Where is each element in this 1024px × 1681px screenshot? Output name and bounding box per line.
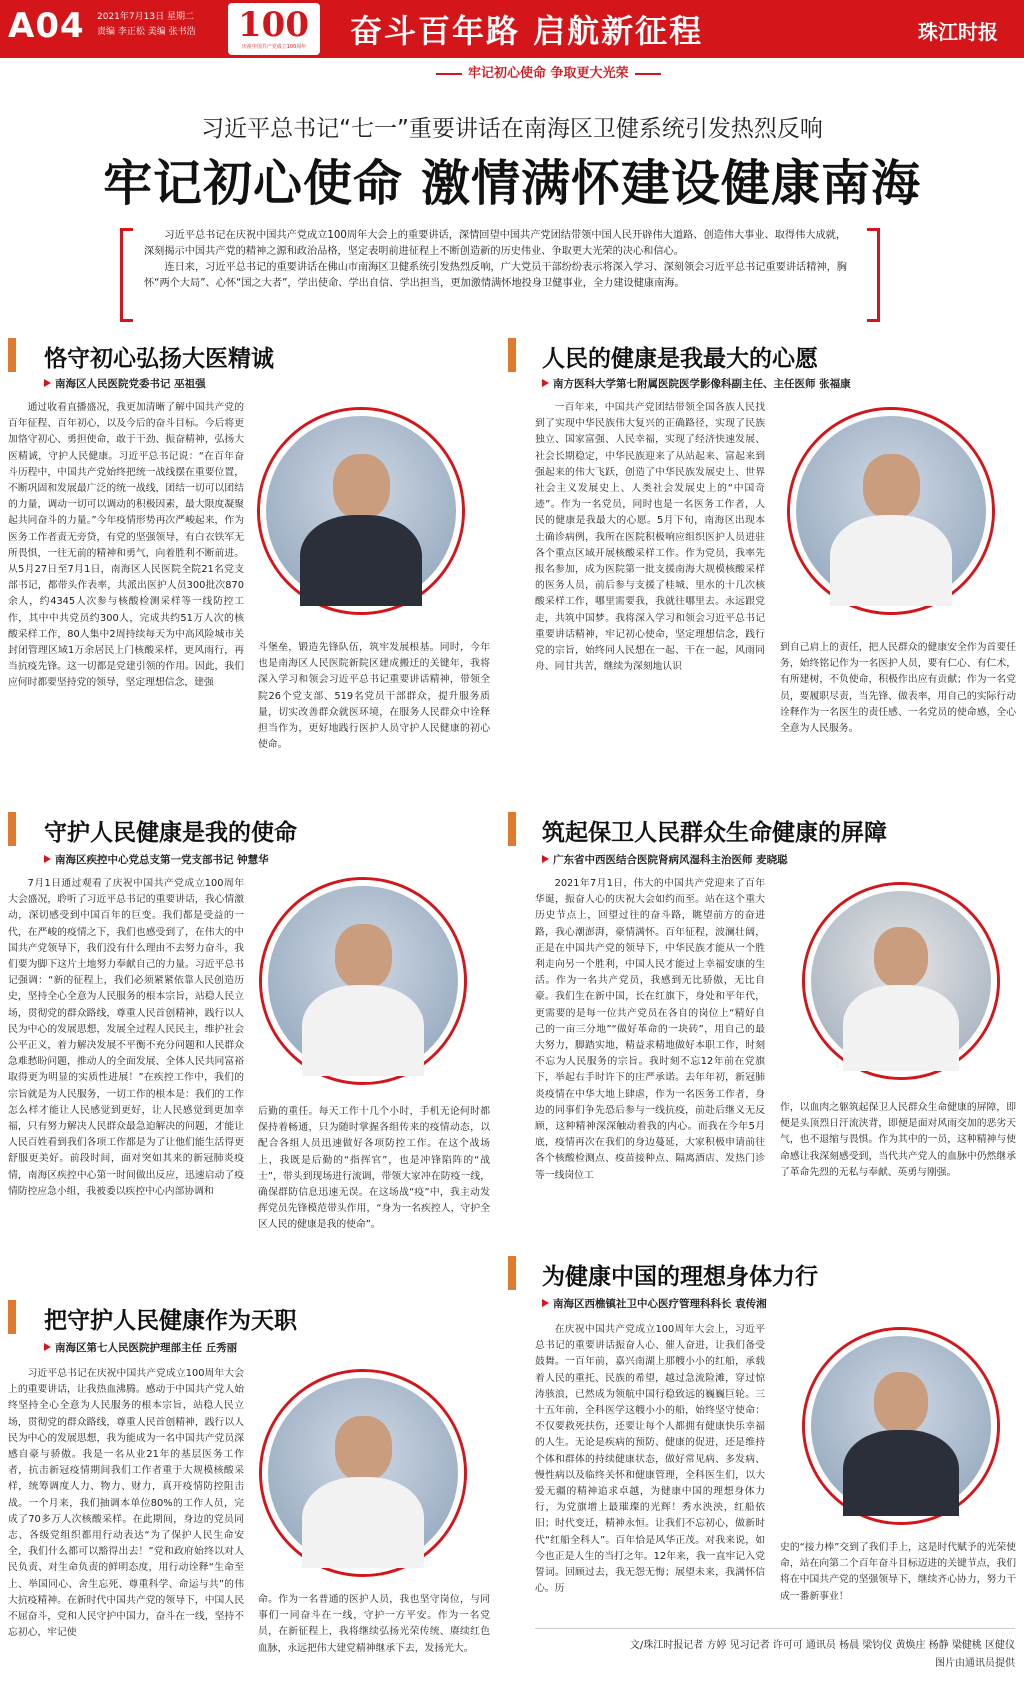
- article-column: 2021年7月1日，伟大的中国共产党迎来了百年华诞，振奋人心的庆祝大会如约而至。站在这个重大历史节点上，回望过往的奋斗路，眺望前方的奋进路，我心潮澎湃，豪情满怀。百年征程，波澜壮阔，正是在中国共产党的领导下，中华民族才能从一个胜利走向另一个胜利，中国人民才能过上幸福安康的生活。作为一名共产党员，我感到无比骄傲，无比自豪。我们生在新中国，长在红旗下，身处和平年代，更需要的是每一位共产党员在各自的岗位上“精好自己的一亩三分地”“做好革命的一块砖”，用自己的最大努力，脚踏实地，精益求精地做好本职工作，时刻不忘为人民服务的宗旨。我时刻不忘12年前在党旗下，举起右手时许下的庄严承诺。去年年初，新冠肺炎疫情在中华大地上肆虐，作为一名医务工作者，身边的同事们争先恐后参与一线抗疫，前赴后继义无反顾，这种精神深深触动着我的内心。而我在今年5月底，疫情再次在我们的身边蔓延，大家积极申请前往各个核酸检测点、疫苗接种点、隔离酒店、发热门诊等一线岗位工: [535, 878, 765, 1181]
- article-column: 一百年来，中国共产党团结带领全国各族人民找到了实现中华民族伟大复兴的正确路径，实现了民族独立、国家富强、人民幸福，实现了经济快速发展、社会长期稳定，中华民族迎来了从站起来、富起来到强起来的伟大飞跃，创造了中华民族发展史上、世界社会主义发展史上、人类社会发展史上的“中国奇迹”。作为一名党员，同时也是一名医务工作者，人民的健康是我最大的心愿。5月下旬，南海区出现本土确诊病例，我所在医院积极响应组织医护人员进驻各个重点区域开展核酸采样工作。作为党员，我率先报名参加，成为医院第一批支援南海大规模核酸采样的医务人员，前后参与支援了桂城、里水的十几次核酸采样工作，哪里需要我，我就往哪里去。永远跟党走，共筑中国梦。我将深入学习和领会习近平总书记重要讲话精神，牢记初心使命，坚定理想信念，践行党的宗旨，始终同人民想在一起、干在一起，风雨同舟、同甘共苦，继续为深刻地认识: [535, 402, 765, 673]
- article-body-continued: [258, 1592, 490, 1662]
- section-byline: 南方医科大学第七附属医院医学影像科副主任、主任医师 张福康: [542, 376, 851, 391]
- face: [335, 924, 392, 989]
- intro-paragraph: 习近平总书记在庆祝中国共产党成立100周年大会上的重要讲话，深情回望中国共产党团结带领中国人民开辟伟大道路、创造伟大事业、取得伟大成就，深刻揭示中国共产党的精神之源和政治品格，坚定表明前进征程上不断创造新的历史伟业、争取更大光荣的决心和信心。: [144, 230, 847, 257]
- face: [874, 1372, 928, 1433]
- article-body: [535, 876, 765, 1196]
- face: [335, 1416, 392, 1481]
- portrait-photo: [805, 1330, 997, 1522]
- article-body: [535, 1322, 765, 1618]
- bracket-right: [867, 228, 880, 322]
- date: 2021年7月13日 星期二: [97, 12, 194, 22]
- torso: [843, 985, 958, 1071]
- section-title: 恪守初心弘扬大医精诚: [44, 346, 274, 372]
- portrait-photo: [790, 410, 992, 612]
- intro-box: [120, 228, 880, 320]
- torso: [300, 515, 422, 606]
- section-accent-bar: [508, 338, 516, 372]
- article-column: 7月1日通过观看了庆祝中国共产党成立100周年大会盛况，聆听了习近平总书记的重要讲话，我心情激动，深切感受到中国百年的巨变。我们都是受益的一代，在严峻的疫情之下，我们也感受到了，在伟大的中国共产党领导下，我们没有什么理由不去努力奋斗，我们要为脚下这片土地努力奉献自己的力量。习近平总书记强调：“新的征程上，我们必须紧紧依靠人民创造历史，坚持全心全意为人民服务的根本宗旨，站稳人民立场，贯彻党的群众路线，尊重人民首创精神，践行以人民为中心的发展思想，发展全过程人民民主，维护社会公平正义，着力解决发展不平衡不充分问题和人民群众急难愁盼问题，推动人的全面发展、全体人民共同富裕取得更为明显的实质性进展！”在疾控工作中，我们的宗旨就是为人民服务，一切工作的根本是：我们的工作怎么样才能让人民感觉到更好，让人民感觉到更加幸福，只有努力解决人民群众最急迫解决的问题，才能让人民百姓看到我们各项工作都是为了让他们能生活得更舒服更美好。前段时间，面对突如其来的新冠肺炎疫情，南海区疾控中心第一时间做出反应，迅速启动了疫情防控应急小组，我被委以疾控中心内部协调和: [8, 878, 244, 1197]
- article-column: 斗堡垒，锻造先锋队伍，筑牢发展根基。同时，今年也是南海区人民医院新院区建成搬迁的关键年，我将深入学习和领会习近平总书记重要讲话精神，带领全院26个党支部、519名党员干部群众，提升服务质量，切实改善群众就医环境，在服务人民群众中诠释担当作为，更好地践行医护人员守护人民健康的初心使命。: [258, 642, 490, 751]
- portrait-photo: [262, 1372, 464, 1574]
- main-headline: 牢记初心使命 激情满怀建设健康南海: [102, 155, 922, 212]
- kicker-headline: 习近平总书记“七一”重要讲话在南海区卫健系统引发热烈反响: [201, 116, 823, 142]
- article-body-continued: [258, 1104, 490, 1242]
- section-accent-bar: [8, 812, 16, 846]
- section-title: 把守护人民健康作为天职: [44, 1308, 297, 1334]
- centenary-logo: [228, 3, 320, 55]
- section-accent-bar: [508, 812, 516, 846]
- section-accent-bar: [8, 338, 16, 372]
- section-byline: 南海区疾控中心党总支第一党支部书记 钟慧华: [44, 852, 269, 867]
- article-body-continued: [780, 640, 1016, 736]
- article-column: 命。作为一名普通的医护人员，我也坚守岗位，与同事们一同奋斗在一线，守护一方平安。作为一名党员，在新征程上，我将继续弘扬光荣传统、赓续红色血脉，永远把伟大建党精神继承下去，发扬光大。: [258, 1594, 490, 1654]
- portrait-photo: [260, 410, 462, 612]
- editor-credit: 责编 李正松 美编 张书浩: [97, 27, 196, 37]
- article-body-continued: [780, 1540, 1016, 1618]
- face: [863, 454, 920, 519]
- section-byline: 广东省中西医结合医院肾病风湿科主治医师 麦晓聪: [542, 852, 788, 867]
- face: [333, 454, 390, 519]
- dateline: [97, 10, 196, 40]
- article-body: [8, 876, 244, 1242]
- article-body: [8, 400, 244, 736]
- portrait-photo: [805, 885, 997, 1077]
- logo-number: 100: [238, 5, 309, 45]
- article-column: 通过收看直播盛况，我更加清晰了解中国共产党的百年征程、百年初心，以及今后的奋斗目标。今后将更加恪守初心、勇担使命，敢于干劲、振奋精神，弘扬大医精诚，守护人民健康。习近平总书记说：“在百年奋斗历程中，中国共产党始终把统一战线摆在重要位置，不断巩固和发展最广泛的统一战线，团结一切可以团结的力量，调动一切可以调动的积极因素，最大限度凝聚起共同奋斗的力量。”今年疫情形势再次严峻起来，作为医务工作者责无旁贷，有党的坚强领导，有白衣铁军无所畏惧，一往无前的精神和勇气，向着胜利不断前进。从5月27日至7月1日，南海区人民医院全院21名党支部书记，都带头作表率，共派出医护人员300批次870余人，约4345人次参与核酸检测采样等一线防控工作，其中中共党员约300人，完成共约51万人次的核酸采样工作，80人集中2周持续每天为中高风险城市关封闭管理区域1万余居民上门核酸采样，更风雨行，再当抗疫先锋。这一切都是党建引领的作用。因此，我们应何时都要坚持党的领导，坚定理想信念，建强: [8, 402, 244, 689]
- article-column: 到自己肩上的责任，把人民群众的健康安全作为首要任务，始终铭记作为一名医护人员，要有仁心、有仁术，有所建树，不负使命，积极作出应有贡献；作为一名党员，要履职尽责，当先锋、做表率，用自己的实际行动诠释作为一名医生的责任感、一名党员的使命感，全心全意为人民服务。: [780, 642, 1016, 735]
- article-body-continued: [258, 640, 490, 751]
- torso: [302, 1477, 424, 1568]
- section-title: 守护人民健康是我的使命: [44, 820, 297, 846]
- section-byline: 南海区西樵镇社卫中心医疗管理科科长 袁传湘: [542, 1296, 767, 1311]
- article-column: 习近平总书记在庆祝中国共产党成立100周年大会上的重要讲话，让我热血沸腾。感动于中国共产党人始终坚持全心全意为人民服务的根本宗旨，站稳人民立场，贯彻党的群众路线，尊重人民首创精神，践行以人民为中心的发展思想，我为能成为一名中国共产党员深感自豪与骄傲。我是一名从业21年的基层医务工作者，抗击新冠疫情期间我们工作者重于大规模核酸采样，统筹调度人力、物力、财力，真开疫情防控阻击战。一个月来，我们抽调本单位80%的工作人员，完成了70多万人次核酸采样。在此期间，身边的党员同志、各级党组织都用行动表达“为了保护人民生命安全，我们什么都可以豁得出去！”党和政府始终以对人民负责、对生命负责的鲜明态度，用行动诠释“生命至上、举国同心、舍生忘死、尊重科学、命运与共”的伟大抗疫精神。在新时代中国共产党的领导下，中国人民不屈奋斗，党和人民守护中国力，奋斗在一线，坚持不忘初心，牢记使: [8, 1368, 244, 1639]
- article-body: [8, 1366, 244, 1662]
- page-number: A04: [8, 6, 85, 46]
- section-accent-bar: [508, 1256, 516, 1290]
- section-title: 为健康中国的理想身体力行: [542, 1264, 818, 1290]
- intro-paragraph: 连日来，习近平总书记的重要讲话在佛山市南海区卫健系统引发热烈反响，广大党员干部纷纷表示将深入学习、深刻领会习近平总书记重要讲话精神，胸怀“两个大局”、心怀“国之大者”，学出使命、学出自信、学出担当，更加激情满怀地投身卫健事业，全力建设健康南海。: [144, 262, 847, 289]
- newspaper-brand: 珠江时报: [918, 20, 998, 44]
- logo-caption: 庆祝中国共产党成立100周年: [241, 44, 307, 50]
- article-body-continued: [780, 1100, 1016, 1196]
- article-body: [535, 400, 765, 736]
- photo-credit: 图片由通讯员提供: [935, 1658, 1015, 1669]
- torso: [843, 1430, 958, 1516]
- section-byline: 南海区第七人民医院护理部主任 丘秀丽: [44, 1340, 237, 1355]
- section-byline: 南海区人民医院党委书记 巫祖强: [44, 376, 206, 391]
- credits: 文/珠江时报记者 方婷 见习记者 许可可 通讯员 杨晨 梁钧仪 黄焕庄 杨静 梁健桃 区健仪: [629, 1640, 1015, 1651]
- torso: [830, 515, 952, 606]
- torso: [302, 985, 424, 1076]
- sub-slogan: 牢记初心使命 争取更大光荣: [430, 62, 667, 81]
- article-column: 后勤的重任。每天工作十几个小时，手机无论何时都保持着畅通，只为随时掌握各组传来的疫情动态，以配合各组人员迅速做好各项防控工作。在这个战场上，我既是后勤的“指挥官”，也是冲锋陷阵的“战士”，带头到现场进行流调，带领大家冲在防疫一线，确保群防信息迅速无误。在这场战“疫”中，我主动发挥党员先锋模范带头作用，“身为一名疾控人，守护全区人民的健康是我的使命”。: [258, 1106, 490, 1231]
- footer-divider: [535, 1628, 1015, 1629]
- face: [874, 927, 928, 988]
- portrait-photo: [262, 880, 464, 1082]
- article-column: 作，以血肉之躯筑起保卫人民群众生命健康的屏障，即便是头顶烈日汗流浃背，即便是面对风雨交加的恶劣天气，也不退缩与畏惧。作为其中的一员，这种精神与使命感让我深刻感受到，当代共产党人的血脉中仍然继承了革命先烈的无私与奉献、英勇与刚强。: [780, 1102, 1016, 1178]
- article-column: 史的“接力棒”交到了我们手上，这是时代赋予的光荣使命，站在向第二个百年奋斗目标迈进的关键节点，我们将在中国共产党的坚强领导下，继续齐心协力，努力干成一番新事业！: [780, 1542, 1016, 1602]
- section-title: 人民的健康是我最大的心愿: [542, 346, 818, 372]
- section-accent-bar: [8, 1300, 16, 1334]
- bracket-left: [120, 228, 133, 322]
- section-title: 筑起保卫人民群众生命健康的屏障: [542, 820, 887, 846]
- slogan: 奋斗百年路 启航新征程: [350, 12, 704, 50]
- article-column: 在庆祝中国共产党成立100周年大会上，习近平总书记的重要讲话振奋人心、催人奋进，让我们备受鼓舞。一百年前，嘉兴南湖上那艘小小的红船，承载着人民的重托、民族的希望，越过急流险滩，穿过惊涛骇浪，已然成为领航中国行稳致远的巍巍巨轮。三十五年前，全科医学这艘小小的船，始终坚守使命：不仅要救死扶伤，还要让每个人都拥有健康快乐幸福的人生。无论是疾病的预防、健康的促进，还是维持个体和群体的持续健康状态，做好常见病、多发病、慢性病以及临终关怀和健康管理，全科医生们，以大爱无疆的精神追求卓越，为健康中国的理想身体力行，为党旗增上最璀璨的光辉！秀水泱泱，红船依旧；时代变迁，精神永恒。让我们不忘初心，做新时代“红船全科人”。百年恰是风华正茂。对我来说，如今也正是人生的当打之年。12年来，我一直牢记入党誓词。回顾过去，我无怨无悔；展望未来，我满怀信心。历: [535, 1324, 765, 1595]
